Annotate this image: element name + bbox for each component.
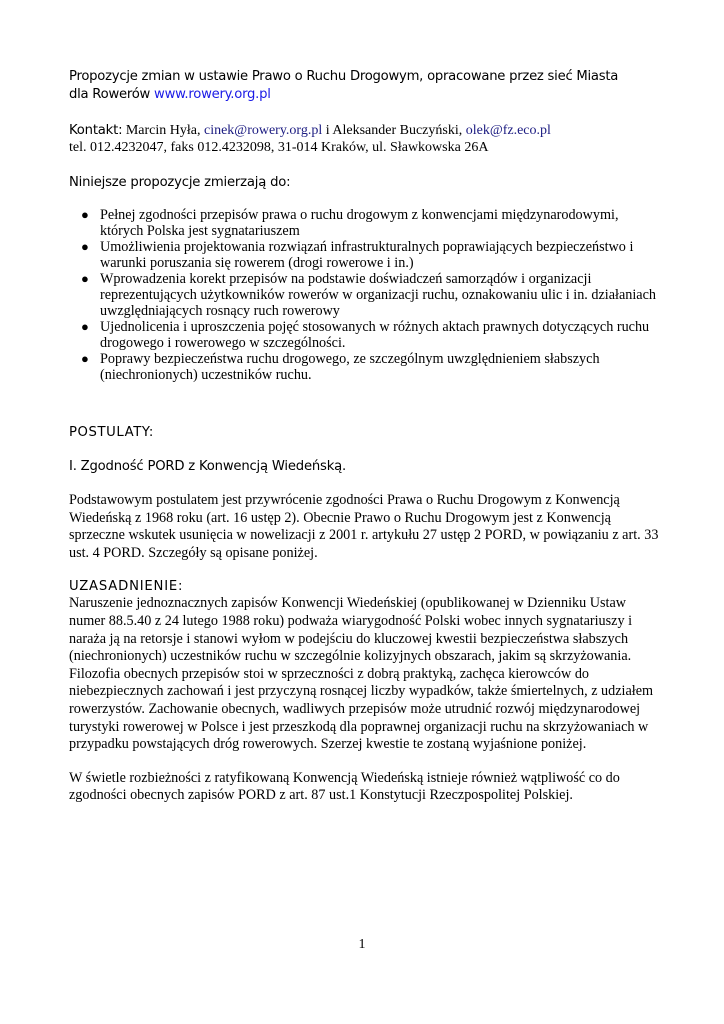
contact-line-2: tel. 012.4232047, faks 012.4232098, 31-014 Kraków, ul. Sławkowska 26A: [69, 140, 489, 155]
document-title: [69, 68, 659, 104]
contact-line-1: [69, 122, 659, 139]
uzasadnienie-paragraph-2: W świetle rozbieżności z ratyfikowaną Konwencją Wiedeńską istnieje również wątpliwość co do zgodności obecnych zapisów PORD z art. 87 ust.1 Konstytucji Rzeczpospolitej Polskiej.: [69, 769, 620, 804]
bullet-icon: ●: [81, 271, 89, 286]
list-item-text: Pełnej zgodności przepisów prawa o ruchu drogowym z konwencjami międzynarodowymi, których Polska jest sygnatariuszem: [100, 207, 619, 239]
contact-person-1: Marcin Hyła,: [122, 123, 204, 138]
goals-list: [69, 207, 659, 383]
email-link-2[interactable]: olek@fz.eco.pl: [465, 123, 551, 138]
list-item-text: Wprowadzenia korekt przepisów na podstawie doświadczeń samorządów i organizacji reprezentujących użytkowników rowerów w organizacji ruchu, oznakowaniu ulic i in. działaniach uwzględniających rosnący ruch rowerowy: [100, 271, 656, 319]
section-1-paragraph: Podstawowym postulatem jest przywrócenie zgodności Prawa o Ruchu Drogowym z Konwencją Wiedeńską z 1968 roku (art. 16 ustęp 2). Obecnie Prawo o Ruchu Drogowym jest z Konwencją sprzeczne wskutek usunięcia w nowelizacji z 2001 r. artykułu 27 ustęp 2 PORD, w powiązaniu z art. 33 ust. 4 PORD. Szczegóły są opisane poniżej.: [69, 492, 659, 561]
title-line-2: [69, 86, 659, 104]
section-1-heading: I. Zgodność PORD z Konwencją Wiedeńską.: [69, 459, 347, 474]
goals-heading: Niniejsze propozycje zmierzają do:: [69, 175, 291, 190]
list-item: [81, 271, 659, 319]
email-link-1[interactable]: cinek@rowery.org.pl: [203, 123, 323, 138]
list-item: [81, 239, 659, 271]
list-item: [81, 351, 659, 383]
bullet-icon: ●: [81, 239, 89, 254]
list-item: [81, 207, 659, 239]
document-page: [69, 68, 659, 805]
bullet-icon: ●: [81, 319, 89, 334]
title-line-1: Propozycje zmian w ustawie Prawo o Ruchu Drogowym, opracowane przez sieć Miasta: [69, 69, 619, 84]
page-number: 1: [358, 937, 366, 952]
uzasadnienie-paragraph-1: Naruszenie jednoznacznych zapisów Konwencji Wiedeńskiej (opublikowanej w Dzienniku Ustaw numer 88.5.40 z 24 lutego 1988 roku) podważa wiarygodność Polski wobec innych sygnatariuszy i naraża ją na retorsje i stanowi wyłom w podejściu do kluczowej kwestii bezpieczeństwa słabszych (niechronionych) uczestników ruchu w szczególnie kolizyjnych obszarach, jakim są skrzyżowania. Filozofia obecnych przepisów stoi w sprzeczności z dobrą praktyką, zachęca kierowców do niebezpiecznych zachowań i jest przyczyną rosnącej liczby wypadków, także śmiertelnych, z udziałem rowerzystów. Zachowanie obecnych, wadliwych przepisów może utrudnić rozwój międzynarodowej turystyki rowerowej w Polsce i jest przeszkodą dla poprawnej organizacji ruchu na skrzyżowaniach w przypadku powstających dróg rowerowych. Szerzej kwestie te zostaną wyjaśnione poniżej.: [69, 595, 654, 753]
contact-block: [69, 122, 659, 156]
list-item: [81, 319, 659, 351]
contact-label: Kontakt:: [69, 123, 123, 138]
bullet-icon: ●: [81, 207, 89, 222]
list-item-text: Umożliwienia projektowania rozwiązań infrastrukturalnych poprawiających bezpieczeństwo i warunki poruszania się rowerem (drogi rowerowe i in.): [100, 239, 634, 271]
list-item-text: Poprawy bezpieczeństwa ruchu drogowego, ze szczególnym uwzględnieniem słabszych (niechronionych) uczestników ruchu.: [100, 351, 600, 383]
postulaty-heading: POSTULATY:: [69, 425, 154, 440]
list-item-text: Ujednolicenia i uproszczenia pojęć stosowanych w różnych aktach prawnych dotyczących ruchu drogowego i rowerowego w szczególności.: [100, 319, 650, 351]
contact-connector: i Aleksander Buczyński,: [322, 123, 466, 138]
website-link[interactable]: www.rowery.org.pl: [154, 87, 271, 102]
uzasadnienie-heading: UZASADNIENIE:: [69, 579, 184, 595]
bullet-icon: ●: [81, 351, 89, 366]
title-line-2-prefix: dla Rowerów: [69, 87, 155, 102]
